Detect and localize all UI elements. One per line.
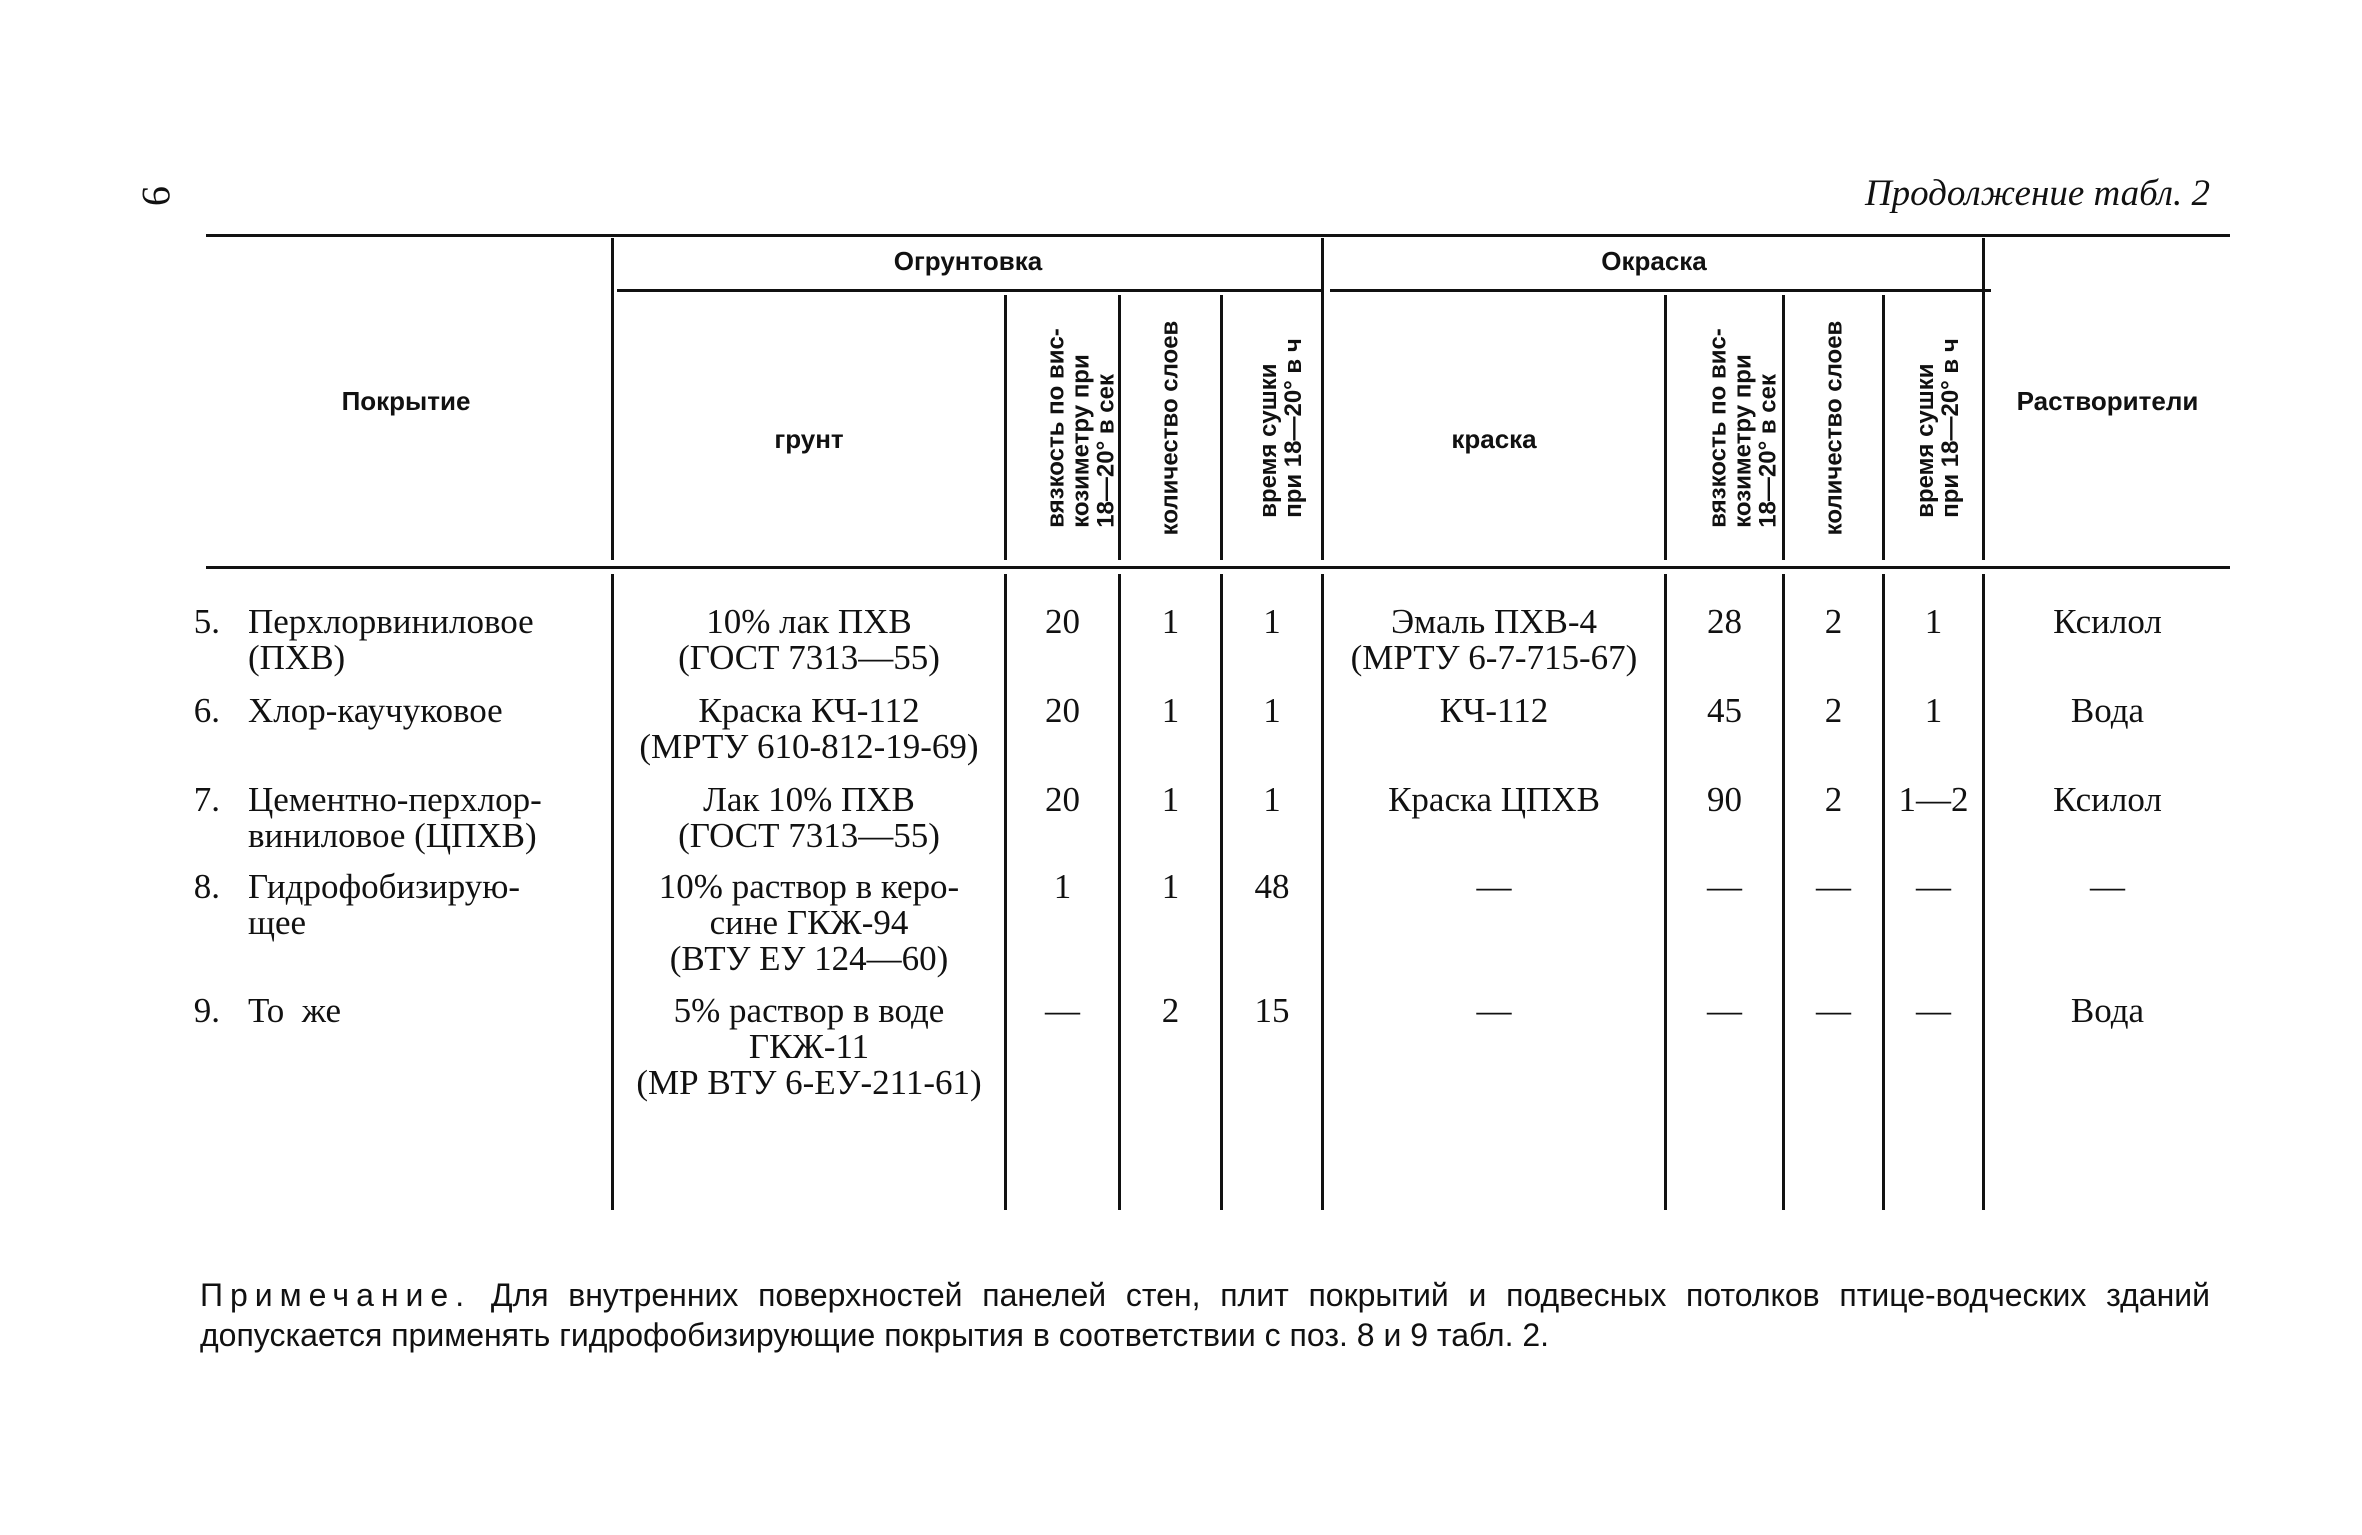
row-primer: Лак 10% ПХВ (ГОСТ 7313—55): [678, 780, 940, 855]
row-coating: Гидрофобизирую- щее: [248, 867, 521, 942]
row-paint: Эмаль ПХВ-4 (МРТУ 6-7-715-67): [1350, 602, 1638, 677]
table-note: [200, 1275, 2210, 1355]
header-coating: Покрытие: [341, 386, 471, 416]
row-primer: Краска КЧ-112 (МРТУ 610-812-19-69): [639, 691, 979, 766]
row-number: 5.: [193, 602, 220, 641]
row-solvent: —: [2090, 867, 2125, 906]
row-number: 8.: [193, 867, 220, 906]
row-solvent: Вода: [2070, 691, 2145, 730]
row-k-layers: —: [1816, 867, 1851, 906]
row-solvent: Ксилол: [2053, 780, 2162, 819]
row-k-visc: 90: [1707, 780, 1742, 819]
row-primer: 5% раствор в воде ГКЖ-11 (МР ВТУ 6-ЕУ-211-61): [636, 991, 982, 1102]
row-solvent: Ксилол: [2053, 602, 2162, 641]
col-divider-priming: [1321, 238, 1324, 560]
row-p-visc: —: [1045, 991, 1080, 1030]
row-p-layers: 1: [1161, 602, 1180, 641]
header-p-drying: время сушки при 18—20° в ч: [1255, 338, 1307, 518]
row-p-layers: 1: [1161, 780, 1180, 819]
row-primer: 10% лак ПХВ (ГОСТ 7313—55): [678, 602, 940, 677]
priming-group-rule: [617, 289, 1322, 292]
row-p-visc: 20: [1045, 691, 1080, 730]
row-p-dry: 15: [1254, 991, 1290, 1030]
header-k-drying: время сушки при 18—20° в ч: [1912, 338, 1964, 518]
note-text: Для внутренних поверхностей панелей стен, плит покрытий и подвесных потолков птице-водческих зданий допускается применять гидрофобизирующие покрытия в соответствии с поз. 8 и 9 табл. 2.: [200, 1277, 2211, 1353]
header-bottom-rule: [206, 566, 2230, 569]
col-divider-paint: [1664, 295, 1667, 560]
table-caption: Продолжение табл. 2: [1864, 173, 2210, 214]
row-p-dry: 48: [1254, 867, 1290, 906]
header-paint: краска: [1451, 424, 1537, 454]
row-primer: 10% раствор в керо- сине ГКЖ-94 (ВТУ ЕУ 124—60): [658, 867, 960, 978]
row-p-layers: 1: [1161, 867, 1180, 906]
row-k-visc: 45: [1707, 691, 1742, 730]
table-top-rule: [206, 234, 2230, 237]
header-primer: грунт: [774, 424, 844, 454]
row-paint: КЧ-112: [1439, 691, 1549, 730]
row-k-visc: —: [1707, 991, 1742, 1030]
row-number: 7.: [193, 780, 220, 819]
row-p-visc: 1: [1053, 867, 1072, 906]
row-coating: Хлор-каучуковое: [248, 691, 503, 730]
header-k-viscosity: вязкость по вис- козиметру при 18—20° в сек: [1704, 328, 1782, 528]
row-coating: Цементно-перхлор- виниловое (ЦПХВ): [248, 780, 542, 855]
col-divider-coating: [611, 238, 614, 560]
row-k-dry: 1—2: [1898, 780, 1969, 819]
page-number: 9: [134, 186, 179, 206]
row-p-layers: 1: [1161, 691, 1180, 730]
header-priming-group: Огрунтовка: [893, 246, 1043, 276]
header-k-layers: количество слоев: [1820, 320, 1848, 536]
col-divider-k-layers: [1882, 295, 1885, 560]
painting-group-rule: [1330, 289, 1991, 292]
row-paint: —: [1476, 867, 1512, 906]
row-p-dry: 1: [1263, 602, 1281, 641]
row-p-layers: 2: [1161, 991, 1180, 1030]
col-divider-p-layers: [1220, 295, 1223, 560]
row-k-layers: 2: [1824, 691, 1843, 730]
row-k-visc: —: [1707, 867, 1742, 906]
row-k-visc: 28: [1707, 602, 1742, 641]
row-solvent: Вода: [2070, 991, 2145, 1030]
row-k-layers: 2: [1824, 780, 1843, 819]
row-paint: —: [1476, 991, 1512, 1030]
header-painting-group: Окраска: [1601, 246, 1707, 276]
row-p-visc: 20: [1045, 780, 1080, 819]
row-k-dry: 1: [1924, 602, 1943, 641]
row-p-dry: 1: [1263, 691, 1281, 730]
row-k-dry: —: [1916, 991, 1951, 1030]
row-number: 9.: [193, 991, 220, 1030]
row-k-layers: 2: [1824, 602, 1843, 641]
col-divider-primer: [1004, 295, 1007, 560]
row-coating: То же: [248, 991, 342, 1030]
row-p-visc: 20: [1045, 602, 1080, 641]
row-coating: Перхлорвиниловое (ПХВ): [248, 602, 534, 677]
row-paint: Краска ЦПХВ: [1388, 780, 1600, 819]
row-k-dry: —: [1916, 867, 1951, 906]
row-number: 6.: [193, 691, 220, 730]
header-p-viscosity: вязкость по вис- козиметру при 18—20° в сек: [1042, 328, 1120, 528]
header-p-layers: количество слоев: [1156, 320, 1184, 536]
row-p-dry: 1: [1263, 780, 1281, 819]
header-solvents: Растворители: [2016, 386, 2199, 416]
note-lead: Примечание.: [200, 1277, 472, 1313]
row-k-layers: —: [1816, 991, 1851, 1030]
row-k-dry: 1: [1924, 691, 1943, 730]
